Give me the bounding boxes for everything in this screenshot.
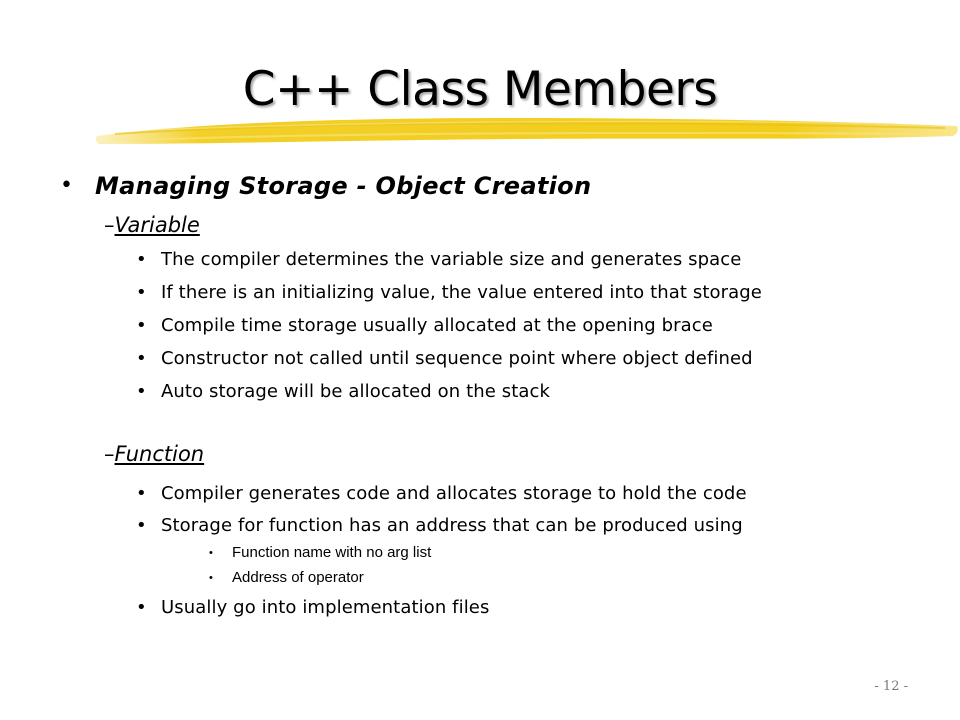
section-variable xyxy=(104,211,200,239)
main-heading: Managing Storage - Object Creation xyxy=(95,172,592,200)
list-item-text: Constructor not called until sequence point where object defined xyxy=(161,348,753,369)
bullet-icon: • xyxy=(136,515,147,536)
bullet-icon: • xyxy=(136,315,147,336)
sub-list-item-text: Address of operator xyxy=(232,569,364,586)
bullet-icon: • xyxy=(136,597,147,618)
sub-bullet-icon: • xyxy=(209,547,213,559)
section-label-function: Function xyxy=(114,442,205,466)
dash-icon: – xyxy=(104,442,115,466)
slide-title: C++ Class Members xyxy=(242,62,718,117)
section-label-variable: Variable xyxy=(114,213,200,237)
sub-list-item-text: Function name with no arg list xyxy=(232,544,432,561)
list-item-text: Storage for function has an address that can be produced using xyxy=(161,515,743,536)
bullet-icon: • xyxy=(136,249,147,270)
list-item-text: Usually go into implementation files xyxy=(161,597,490,618)
list-item-text: Compiler generates code and allocates storage to hold the code xyxy=(161,483,747,504)
bullet-icon: • xyxy=(136,483,147,504)
list-item-text: Auto storage will be allocated on the stack xyxy=(161,381,551,402)
sub-bullet-icon: • xyxy=(209,572,213,584)
list-item-text: The compiler determines the variable size and generates space xyxy=(161,249,742,270)
dash-icon: – xyxy=(104,213,115,237)
bullet-icon: • xyxy=(136,381,147,402)
bullet-icon: • xyxy=(136,282,147,303)
list-item-text: If there is an initializing value, the value entered into that storage xyxy=(161,282,762,303)
section-function xyxy=(104,440,204,468)
bullet-icon: • xyxy=(136,348,147,369)
bullet-icon: • xyxy=(60,173,73,198)
page-number: - 12 - xyxy=(874,679,908,694)
list-item-text: Compile time storage usually allocated at the opening brace xyxy=(161,315,713,336)
